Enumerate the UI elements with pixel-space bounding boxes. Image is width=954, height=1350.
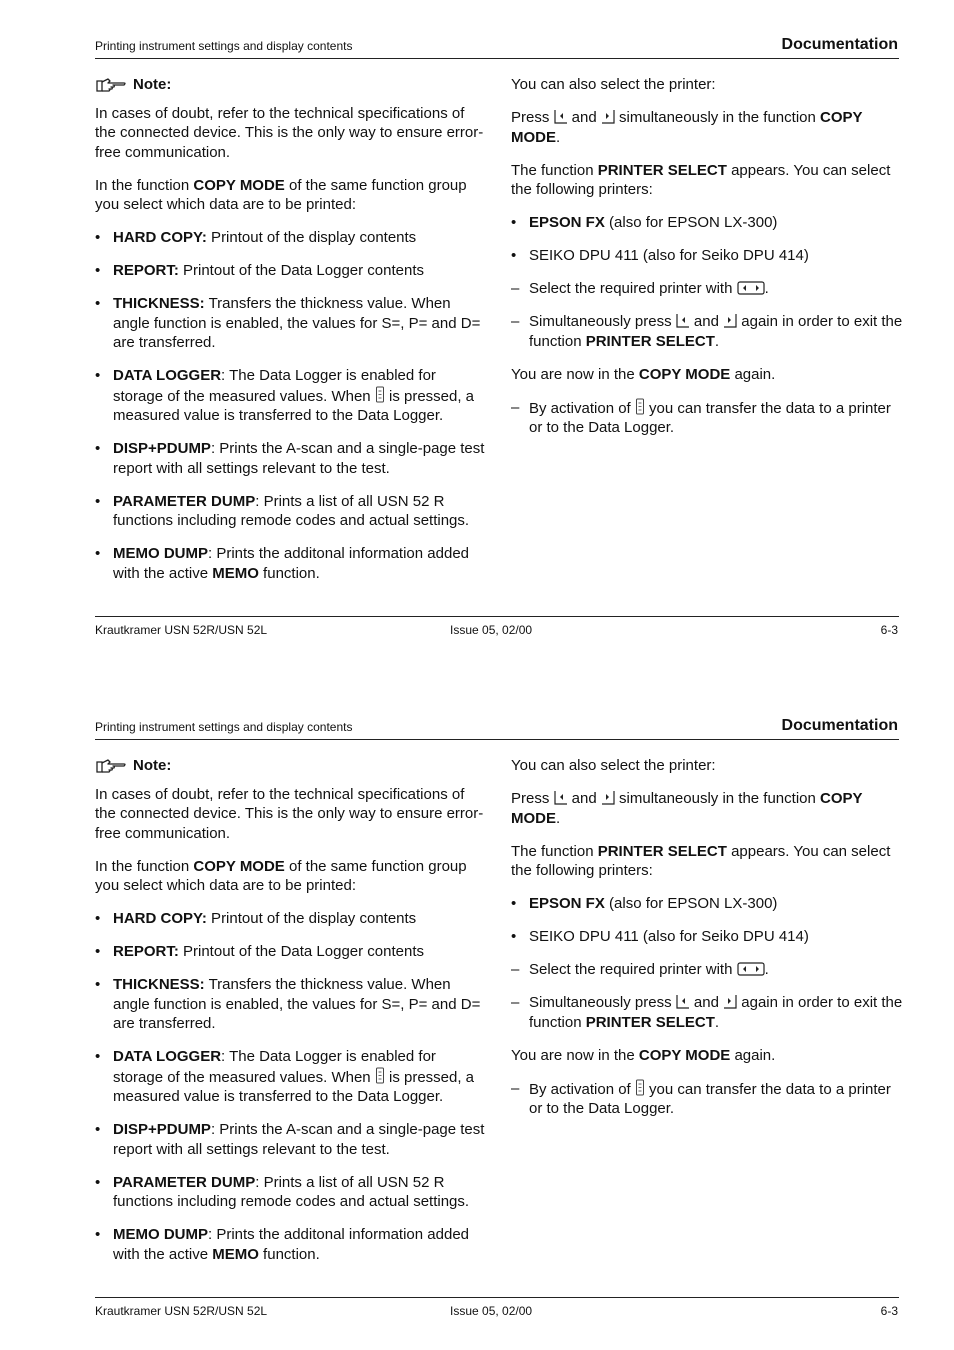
list-item: • REPORT: Printout of the Data Logger contents — [95, 943, 424, 960]
list-item: • DISP+PDUMP: Prints the A-scan and a single-page test report with all settings relevant to the test. — [95, 1121, 485, 1158]
paragraph: You are now in the COPY MODE again. — [511, 1046, 776, 1064]
step-item: – Simultaneously press and again in order to exit the function PRINTER SELECT. — [511, 994, 903, 1031]
printer-option: • EPSON FX (also for EPSON LX-300) — [511, 895, 778, 912]
paragraph: Press and simultaneously in the function COPY MODE. — [511, 790, 863, 827]
paragraph: You are now in the COPY MODE again. — [511, 365, 776, 383]
note-heading: Note: — [95, 75, 487, 95]
list-item: • HARD COPY: Printout of the display contents — [95, 910, 417, 927]
section-title: Printing instrument settings and display contents — [95, 720, 353, 734]
bullet: • — [95, 1173, 101, 1191]
paragraph: The function PRINTER SELECT appears. You can select the following printers: — [511, 161, 891, 198]
left-arrow-key-icon — [676, 313, 690, 328]
list-item: • PARAMETER DUMP: Prints a list of all USN 52 R functions including remode codes and actual settings. — [95, 492, 470, 529]
freeze-key-icon — [635, 398, 645, 415]
footer-issue: Issue 05, 02/00 — [450, 1304, 533, 1318]
paragraph: You can also select the printer: — [511, 76, 716, 93]
bullet: • — [95, 367, 101, 384]
pointing-hand-icon — [95, 76, 127, 94]
section-title: Printing instrument settings and display contents — [95, 39, 353, 53]
left-arrow-key-icon — [676, 994, 690, 1009]
bullet: • — [511, 247, 517, 264]
footer-rule — [95, 616, 899, 617]
right-arrow-key-icon — [723, 994, 737, 1009]
bullet: • — [95, 1226, 101, 1243]
list-item: • DATA LOGGER: The Data Logger is enabled for storage of the measured values. When is pressed, a measured value is transferred to the Data Logger. — [95, 367, 475, 424]
intro-paragraph: In the function COPY MODE of the same function group you select which data are to be printed: — [95, 857, 467, 894]
header-rule — [95, 739, 899, 740]
step-item: – Select the required printer with . — [511, 961, 769, 978]
bullet: • — [511, 928, 517, 945]
printer-option: • SEIKO DPU 411 (also for Seiko DPU 414) — [511, 247, 809, 264]
list-item: • DISP+PDUMP: Prints the A-scan and a single-page test report with all settings relevant to the test. — [95, 440, 485, 477]
left-column — [95, 756, 487, 1264]
footer-product: Krautkramer USN 52R/USN 52L — [95, 623, 268, 637]
list-item: • HARD COPY: Printout of the display contents — [95, 229, 417, 246]
bullet: • — [95, 492, 101, 510]
left-arrow-key-icon — [554, 109, 568, 124]
freeze-key-icon — [635, 1079, 645, 1096]
bullet: • — [511, 214, 517, 231]
list-item: • THICKNESS: Transfers the thickness value. When angle function is enabled, the values for S=, P= and D= are transferred. — [95, 976, 481, 1032]
freeze-key-icon — [375, 386, 385, 403]
bullet: • — [95, 1121, 101, 1138]
paragraph: You can also select the printer: — [511, 757, 716, 774]
dash: – — [511, 398, 520, 416]
left-column — [95, 75, 487, 583]
step-item: – By activation of you can transfer the data to a printer or to the Data Logger. — [511, 398, 891, 436]
footer-product: Krautkramer USN 52R/USN 52L — [95, 1304, 268, 1318]
note-text: In cases of doubt, refer to the technical specifications of the connected device. This is the only way to ensure error-free communication. — [95, 104, 484, 161]
right-arrow-key-icon — [723, 313, 737, 328]
freeze-key-icon — [375, 1067, 385, 1084]
dash: – — [511, 994, 520, 1011]
right-column — [511, 75, 903, 438]
bullet: • — [95, 229, 101, 246]
paragraph: The function PRINTER SELECT appears. You can select the following printers: — [511, 842, 891, 879]
bullet: • — [95, 943, 101, 960]
printer-option: • SEIKO DPU 411 (also for Seiko DPU 414) — [511, 928, 809, 945]
footer-issue: Issue 05, 02/00 — [450, 623, 533, 637]
step-item: – By activation of you can transfer the data to a printer or to the Data Logger. — [511, 1079, 891, 1117]
left-arrow-key-icon — [554, 790, 568, 805]
header-rule — [95, 58, 899, 59]
left-right-arrow-key-icon — [737, 281, 765, 295]
list-item: • THICKNESS: Transfers the thickness value. When angle function is enabled, the values for S=, P= and D= are transferred. — [95, 295, 481, 351]
list-item: • DATA LOGGER: The Data Logger is enabled for storage of the measured values. When is pressed, a measured value is transferred to the Data Logger. — [95, 1048, 475, 1105]
page-number: 6-3 — [880, 623, 898, 637]
step-item: – Simultaneously press and again in order to exit the function PRINTER SELECT. — [511, 313, 903, 350]
chapter-title: Documentation — [781, 717, 898, 734]
pointing-hand-icon — [95, 757, 127, 775]
dash: – — [511, 313, 520, 330]
bullet: • — [95, 1048, 101, 1065]
bullet: • — [95, 440, 101, 457]
list-item: • PARAMETER DUMP: Prints a list of all USN 52 R functions including remode codes and actual settings. — [95, 1173, 470, 1210]
list-item: • MEMO DUMP: Prints the additonal information added with the active MEMO function. — [95, 545, 469, 582]
left-right-arrow-key-icon — [737, 962, 765, 976]
document-page — [0, 0, 954, 660]
dash: – — [511, 961, 520, 978]
bullet: • — [95, 262, 101, 279]
right-arrow-key-icon — [601, 790, 615, 805]
paragraph: Press and simultaneously in the function COPY MODE. — [511, 109, 863, 146]
list-item: • REPORT: Printout of the Data Logger contents — [95, 262, 424, 279]
dash: – — [511, 280, 520, 297]
step-item: – Select the required printer with . — [511, 280, 769, 297]
chapter-title: Documentation — [781, 36, 898, 53]
right-column — [511, 756, 903, 1119]
footer-rule — [95, 1297, 899, 1298]
note-heading: Note: — [95, 756, 487, 776]
bullet: • — [95, 910, 101, 927]
bullet: • — [95, 976, 101, 993]
bullet: • — [95, 295, 101, 312]
printer-option: • EPSON FX (also for EPSON LX-300) — [511, 214, 778, 231]
document-page — [0, 681, 954, 1341]
bullet: • — [511, 895, 517, 912]
intro-paragraph: In the function COPY MODE of the same function group you select which data are to be printed: — [95, 176, 467, 213]
dash: – — [511, 1079, 520, 1097]
list-item: • MEMO DUMP: Prints the additonal information added with the active MEMO function. — [95, 1226, 469, 1263]
page-number: 6-3 — [880, 1304, 898, 1318]
right-arrow-key-icon — [601, 109, 615, 124]
note-text: In cases of doubt, refer to the technical specifications of the connected device. This is the only way to ensure error-free communication. — [95, 785, 484, 842]
bullet: • — [95, 545, 101, 562]
